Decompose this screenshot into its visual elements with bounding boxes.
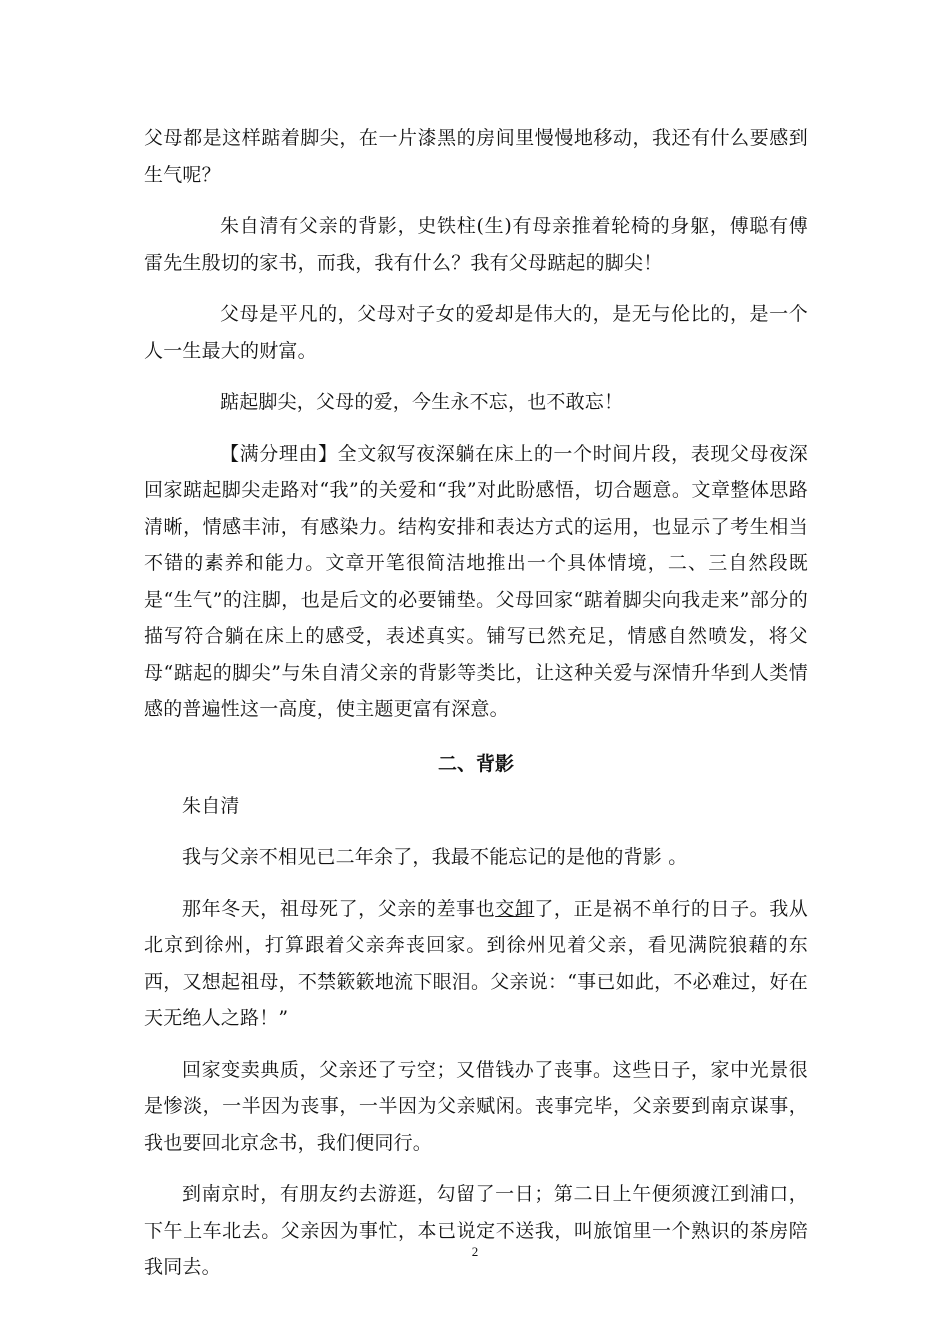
paragraph-4: 踮起脚尖，父母的爱，今生永不忘，也不敢忘！ [220,391,624,413]
essay-paragraph-3: 回家变卖典质，父亲还了亏空；又借钱办了丧事。这些日子，家中光景很是惨淡，一半因为丧事，一半因为父亲赋闲。丧事完毕，父亲要到南京谋事，我也要回北京念书，我们便同行。 [144,1058,808,1154]
section-author: 朱自清 [182,794,240,817]
paragraph-2: 朱自清有父亲的背影，史铁柱(生)有母亲推着轮椅的身躯，傅聪有傅雷先生殷切的家书，而我，我有什么？我有父母踮起的脚尖！ [144,215,808,274]
page-number: 2 [471,1244,479,1259]
essay-paragraph-2-part-1: 那年冬天，祖母死了，父亲的差事也 [182,897,496,920]
full-score-reason-paragraph: 【满分理由】全文叙写夜深躺在床上的一个时间片段，表现父母夜深回家踮起脚尖走路对“我”的关爱和“我”对此盼感悟，切合题意。文章整体思路清晰，情感丰沛，有感染力。结构安排和表达方式的运用，也显示了考生相当不错的素养和能力。文章开笔很简洁地推出一个具体情境，二、三自然段既是“生气”的注脚，也是后文的必要铺垫。父母回家“踮着脚尖向我走来”部分的描写符合躺在床上的感受，表述真实。铺写已然充足，情感自然喷发，将父母“踮起的脚尖”与朱自清父亲的背影等类比，让这种关爱与深情升华到人类情感的普遍性这一高度，使主题更富有深意。 [144,442,808,720]
paragraph-3: 父母是平凡的，父母对子女的爱却是伟大的，是无与伦比的，是一个人一生最大的财富。 [144,303,808,362]
essay-paragraph-4: 到南京时，有朋友约去游逛，勾留了一日；第二日上午便须渡江到浦口，下午上车北去。父亲因为事忙，本已说定不送我，叫旅馆里一个熟识的茶房陪我同去。 [144,1183,808,1278]
essay-paragraph-2-part-2: 了，正是祸不单行的日子。我从北京到徐州，打算跟着父亲奔丧回家。到徐州见着父亲，看见满院狼藉的东西，又想起祖母，不禁簌簌地流下眼泪。父亲说：“事已如此，不必难过，好在天无绝人之路！” [144,897,809,1029]
paragraph-1: 父母都是这样踮着脚尖，在一片漆黑的房间里慢慢地移动，我还有什么要感到生气呢？ [144,127,808,186]
section-heading: 二、背影 [437,752,514,775]
page-body [144,120,808,1286]
essay-paragraph-2 [144,891,808,1037]
underlined-word: 交卸 [495,897,535,920]
essay-paragraph-1: 我与父亲不相见已二年余了，我最不能忘记的是他的背影 。 [182,846,688,868]
